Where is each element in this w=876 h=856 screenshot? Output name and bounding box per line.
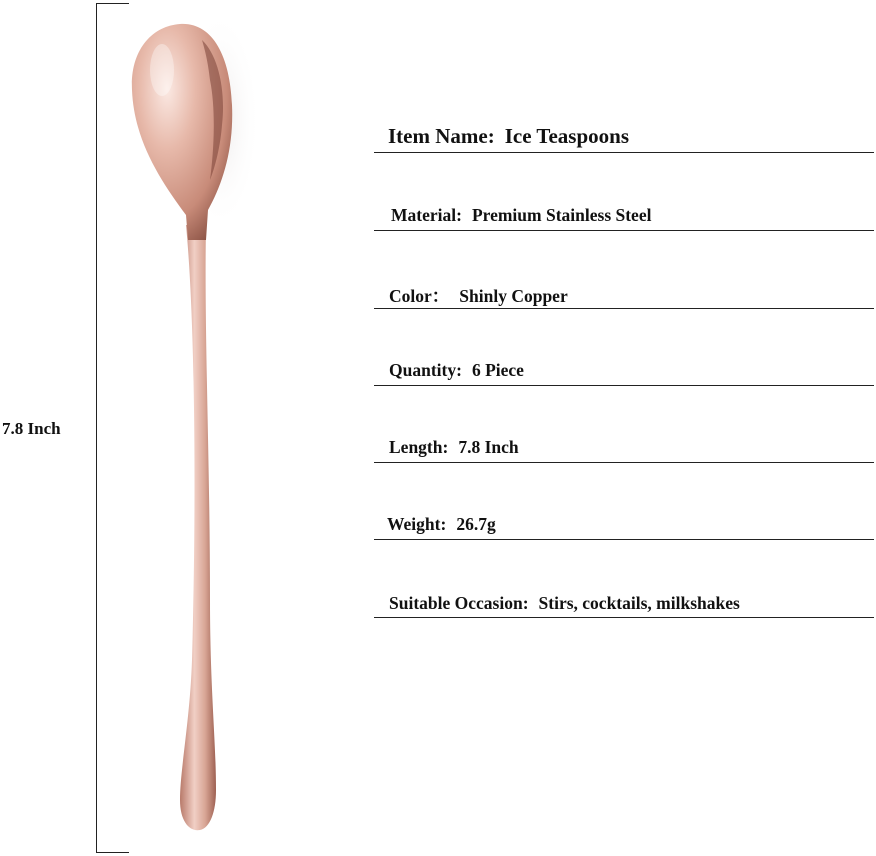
spec-label: Weight: [387, 514, 447, 534]
spec-label: Length: [389, 437, 449, 457]
spec-label: Item Name: [388, 124, 495, 148]
spec-occasion [374, 593, 874, 618]
dimension-label: 7.8 Inch [2, 419, 61, 438]
spec-weight [374, 514, 874, 540]
spec-list [374, 0, 874, 856]
spec-value: 6 Piece [471, 360, 524, 380]
spec-quantity [374, 360, 874, 386]
spec-length [374, 437, 874, 463]
spec-label: Color： [389, 286, 450, 306]
spec-item-name [374, 124, 874, 153]
spoon-image [110, 0, 280, 856]
spec-value: 7.8 Inch [458, 437, 519, 457]
spec-value: Premium Stainless Steel [471, 205, 652, 225]
spec-color [374, 283, 874, 309]
spec-value: 26.7g [456, 514, 496, 534]
spec-label: Material: [391, 205, 462, 225]
spec-label: Quantity: [389, 360, 462, 380]
spec-value: Ice Teaspoons [504, 124, 629, 148]
spec-value: Stirs, cocktails, milkshakes [538, 593, 740, 613]
spec-value: Shinly Copper [459, 286, 568, 306]
spec-label: Suitable Occasion: [389, 593, 529, 613]
spec-material [374, 205, 874, 231]
